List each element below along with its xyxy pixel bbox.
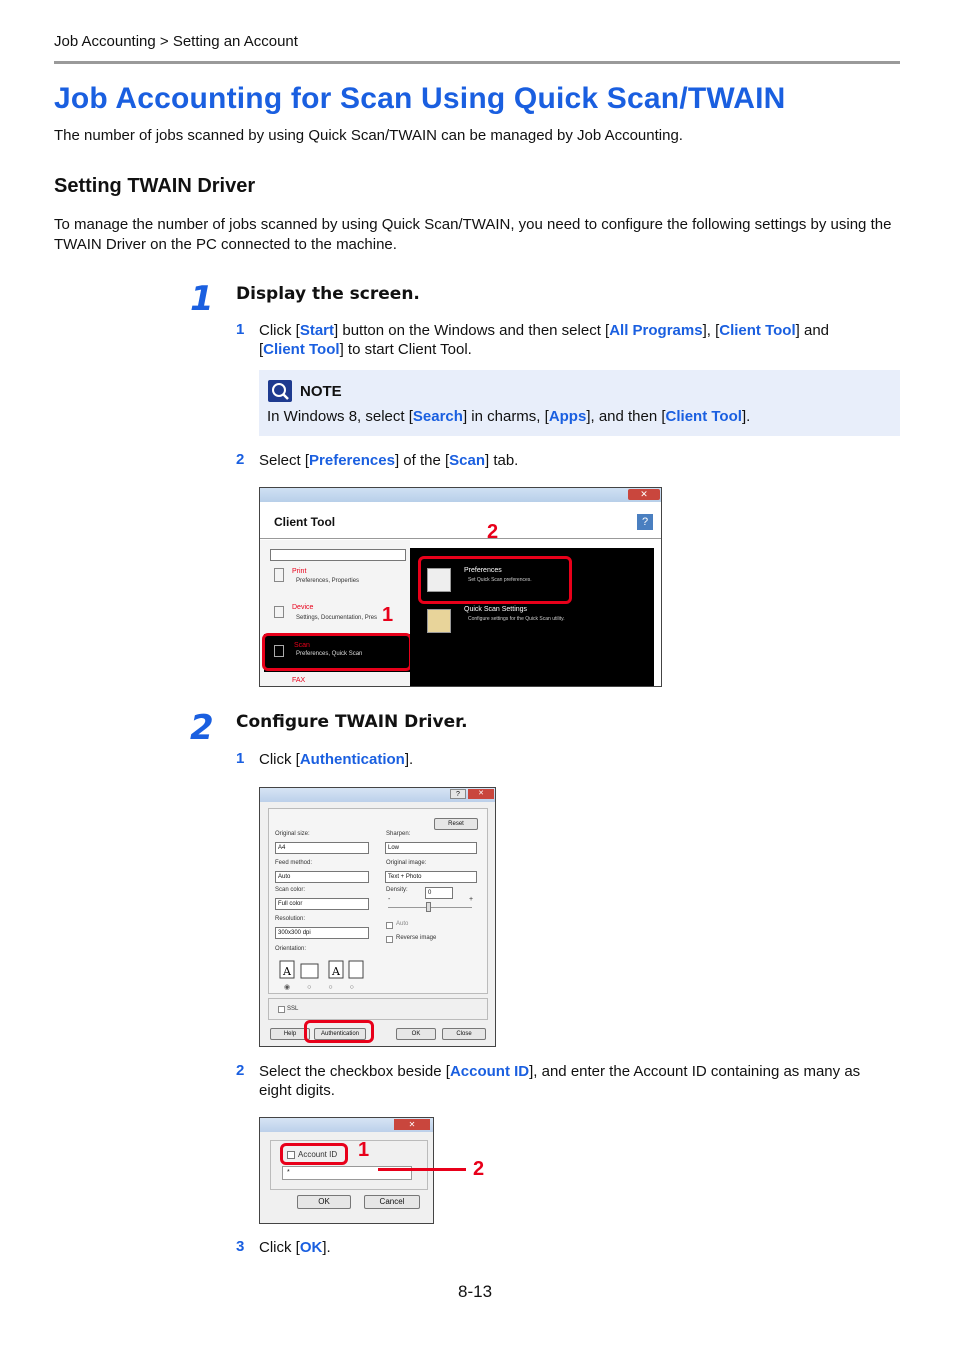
intro-text: The number of jobs scanned by using Quick Scan/TWAIN can be managed by Job Accounting. — [54, 127, 683, 144]
nav-print-desc: Preferences, Properties — [296, 578, 360, 584]
ok-button[interactable]: OK — [396, 1028, 436, 1040]
nav-device-desc: Settings, Documentation, Pres — [296, 615, 378, 621]
density-value[interactable]: 0 — [425, 887, 453, 899]
text: ]. — [404, 751, 414, 768]
window-titlebar — [260, 488, 662, 502]
text: Select [ — [259, 452, 310, 469]
ssl-panel — [268, 998, 488, 1020]
step1-sub2-number: 2 — [236, 451, 245, 468]
text: ] and — [795, 322, 830, 339]
quick-scan-settings-icon — [427, 609, 451, 633]
original-size-label: Original size: — [275, 831, 310, 837]
feed-method-label: Feed method: — [275, 860, 313, 866]
text: ] in charms, [ — [462, 408, 549, 425]
note-title: NOTE — [300, 383, 342, 400]
text: Click [ — [259, 1239, 300, 1256]
cancel-button[interactable]: Cancel — [364, 1195, 420, 1209]
step1-number: 1 — [190, 279, 214, 319]
highlight-account-id — [280, 1143, 348, 1165]
question-icon[interactable]: ? — [450, 789, 466, 799]
density-plus: + — [469, 896, 474, 903]
keyword-all-programs: All Programs — [609, 322, 703, 339]
keyword-client-tool: Client Tool — [263, 341, 340, 358]
density-slider-thumb[interactable] — [426, 902, 431, 912]
authentication-button[interactable]: Authentication — [314, 1028, 366, 1040]
feed-method-select[interactable]: Auto — [275, 871, 369, 883]
ok-button[interactable]: OK — [297, 1195, 351, 1209]
step2-title: Configure TWAIN Driver. — [236, 712, 468, 732]
keyword-start: Start — [299, 322, 335, 339]
step2-sub2-line2: eight digits. — [259, 1082, 335, 1099]
text: ] tab. — [485, 452, 519, 469]
svg-text:A: A — [283, 965, 291, 978]
callout-2: 2 — [473, 1158, 485, 1180]
text: ]. — [741, 408, 751, 425]
keyword-search: Search — [412, 408, 463, 425]
step2-number: 2 — [190, 708, 214, 748]
reverse-image-label: Reverse image — [396, 935, 437, 941]
close-button[interactable]: Close — [442, 1028, 486, 1040]
close-icon[interactable]: ✕ — [394, 1119, 430, 1130]
step2-sub3-text — [259, 1238, 331, 1257]
preferences-desc: Set Quick Scan preferences. — [468, 577, 532, 583]
text: ], and enter the Account ID containing as many as — [529, 1063, 861, 1080]
twain-driver-screenshot — [259, 787, 496, 1047]
step2-sub2-line1 — [259, 1062, 860, 1081]
nav-device-label[interactable]: Device — [292, 604, 314, 611]
callout-1: 1 — [358, 1139, 370, 1161]
auto-checkbox[interactable] — [386, 922, 393, 929]
orientation-radios[interactable]: ◉○○○ — [284, 984, 371, 991]
original-image-label: Original image: — [386, 860, 427, 866]
step1-sub1-line1 — [259, 321, 829, 340]
step1-sub2-text — [259, 451, 518, 470]
ssl-checkbox[interactable] — [278, 1006, 285, 1013]
device-dropdown[interactable] — [270, 549, 406, 561]
device-icon — [274, 606, 284, 618]
text: [ — [259, 341, 264, 358]
nav-fax-label[interactable]: FAX — [292, 677, 306, 684]
keyword-client-tool: Client Tool — [665, 408, 742, 425]
quick-scan-settings-label[interactable]: Quick Scan Settings — [464, 606, 528, 613]
close-icon[interactable]: ✕ — [628, 489, 660, 500]
original-image-select[interactable]: Text + Photo — [385, 871, 477, 883]
keyword-scan: Scan — [449, 452, 485, 469]
breadcrumb: Job Accounting > Setting an Account — [54, 33, 298, 50]
text: ], and then [ — [586, 408, 666, 425]
close-icon[interactable]: ✕ — [468, 789, 494, 799]
keyword-client-tool: Client Tool — [719, 322, 796, 339]
sharpen-select[interactable]: Low — [385, 842, 477, 854]
step1-title: Display the screen. — [236, 284, 420, 304]
callout-2: 2 — [487, 521, 499, 543]
step1-sub1-number: 1 — [236, 321, 245, 338]
print-icon — [274, 568, 284, 582]
nav-scan-desc: Preferences, Quick Scan — [296, 651, 363, 657]
section-paragraph: To manage the number of jobs scanned by using Quick Scan/TWAIN, you need to configure the following settings by using the TWAIN Driver on the PC connected to the machine. — [54, 216, 892, 253]
ssl-label: SSL — [287, 1006, 299, 1012]
scan-color-select[interactable]: Full color — [275, 898, 369, 910]
text: ] of the [ — [394, 452, 450, 469]
scan-color-label: Scan color: — [275, 887, 306, 893]
note-icon — [268, 380, 292, 402]
callout-1: 1 — [382, 604, 394, 626]
keyword-authentication: Authentication — [299, 751, 405, 768]
text: ], [ — [702, 322, 720, 339]
step2-sub1-text — [259, 750, 413, 769]
orientation-label: Orientation: — [275, 946, 307, 952]
density-minus: - — [388, 896, 391, 903]
header-rule — [54, 61, 900, 64]
section-heading: Setting TWAIN Driver — [54, 175, 256, 197]
text: Click [ — [259, 322, 300, 339]
svg-text:A: A — [332, 965, 340, 978]
text: ] button on the Windows and then select [ — [334, 322, 610, 339]
callout-line — [378, 1168, 466, 1171]
step2-sub1-number: 1 — [236, 750, 245, 767]
page-number: 8-13 — [458, 1282, 493, 1301]
text: Click [ — [259, 751, 300, 768]
resolution-select[interactable]: 300x300 dpi — [275, 927, 369, 939]
client-tool-screenshot — [259, 487, 662, 687]
highlight-preferences — [418, 556, 572, 604]
auto-label: Auto — [396, 921, 409, 927]
note-text — [267, 408, 750, 425]
keyword-ok: OK — [299, 1239, 323, 1256]
nav-print-label[interactable]: Print — [292, 568, 307, 575]
text: Select the checkbox beside [ — [259, 1063, 450, 1080]
text: In Windows 8, select [ — [267, 408, 413, 425]
text: ] to start Client Tool. — [339, 341, 472, 358]
preferences-label[interactable]: Preferences — [464, 567, 502, 574]
divider — [260, 538, 662, 539]
page-title: Job Accounting for Scan Using Quick Scan/TWAIN — [54, 82, 786, 115]
density-label: Density: — [386, 887, 408, 893]
reset-button[interactable]: Reset — [434, 818, 478, 830]
keyword-preferences: Preferences — [309, 452, 395, 469]
highlight-scan — [262, 633, 412, 671]
help-button[interactable]: Help — [270, 1028, 310, 1040]
orientation-icons — [279, 960, 365, 980]
original-size-select[interactable]: A4 — [275, 842, 369, 854]
resolution-label: Resolution: — [275, 916, 306, 922]
highlight-authentication — [304, 1020, 374, 1043]
keyword-apps: Apps — [548, 408, 587, 425]
step2-sub3-number: 3 — [236, 1238, 245, 1255]
step2-sub2-number: 2 — [236, 1062, 245, 1079]
text: ]. — [322, 1239, 331, 1256]
step1-sub1-line2 — [259, 340, 472, 359]
quick-scan-settings-desc: Configure settings for the Quick Scan utility. — [468, 616, 565, 622]
nav-scan-label[interactable]: Scan — [294, 642, 310, 649]
client-tool-header: Client Tool — [274, 515, 336, 529]
note-box — [259, 370, 900, 436]
account-id-input[interactable]: * — [282, 1166, 412, 1180]
help-icon[interactable]: ? — [637, 514, 653, 530]
keyword-account-id: Account ID — [449, 1063, 530, 1080]
account-id-label: Account ID — [298, 1150, 338, 1159]
reverse-image-checkbox[interactable] — [386, 936, 393, 943]
sharpen-label: Sharpen: — [386, 831, 411, 837]
